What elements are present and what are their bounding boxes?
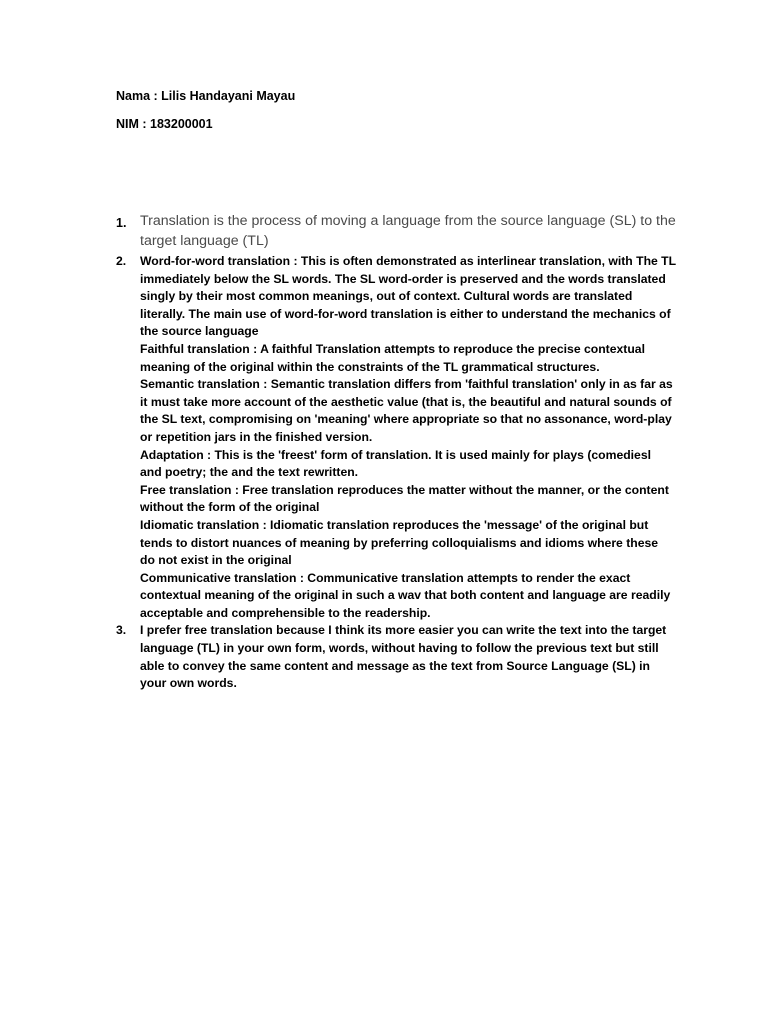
answer-2 <box>116 253 676 622</box>
method-description: Communicative translation attempts to render the exact contextual meaning of the original in such a wav that both content and language are readily acceptable and comprehensible to the readership. <box>140 570 671 620</box>
translation-method-paragraph <box>140 341 676 376</box>
student-name: Nama : Lilis Handayani Mayau <box>116 89 296 103</box>
answer-text: I prefer free translation because I think its more easier you can write the text into the target language (TL) in your own form, words, without having to follow the previous text but still able to convey the same content and message as the text from Source Language (SL) in your own words. <box>140 623 667 691</box>
translation-method-paragraph <box>140 517 676 570</box>
translation-method-paragraph <box>140 570 676 623</box>
method-description: A faithful Translation attempts to reproduce the precise contextual meaning of the original within the constraints of the TL grammatical structures. <box>140 341 645 374</box>
student-id: NIM : 183200001 <box>116 117 213 131</box>
translation-method-paragraph <box>140 482 676 517</box>
method-term: Idiomatic translation : <box>140 517 267 532</box>
method-description: Idiomatic translation reproduces the 'message' of the original but tends to distort nuances of meaning by preferring colloquialisms and idioms where these do not exist in the original <box>140 517 659 568</box>
answer-list <box>116 211 676 693</box>
answer-number: 2. <box>116 254 127 268</box>
method-term: Faithful translation : <box>140 341 258 356</box>
method-term: Adaptation : <box>140 447 212 462</box>
method-description: This is often demonstrated as interlinear translation, with The TL immediately below the SL words. The SL word-order is preserved and the words translated singly by their most common meanings, out of context. Cultural words are translated literally. The main use of word-for-word translation is either to understand the mechanics of the source language <box>140 254 676 339</box>
answer-1 <box>116 211 676 251</box>
method-term: Communicative translation : <box>140 570 304 585</box>
answer-3 <box>116 622 676 692</box>
answer-number: 1. <box>116 216 127 230</box>
answer-text: Translation is the process of moving a language from the source language (SL) to the target language (TL) <box>140 213 676 249</box>
translation-method-paragraph <box>140 253 676 341</box>
method-term: Free translation : <box>140 482 239 497</box>
method-description: Free translation reproduces the matter without the manner, or the content without the form of the original <box>140 482 669 515</box>
translation-method-paragraph <box>140 447 676 482</box>
method-term: Word-for-word translation : <box>140 254 298 268</box>
method-term: Semantic translation : <box>140 377 268 392</box>
translation-method-paragraph <box>140 376 676 446</box>
method-description: Semantic translation differs from 'faithful translation' only in as far as it must take more account of the aesthetic value (that is, the beautiful and natural sounds of the SL text, compromising on 'meaning' where appropriate so that no assonance, word-play or repetition jars in the finished version. <box>140 377 673 444</box>
method-description: This is the 'freest' form of translation. It is used mainly for plays (comediesl and poetry; the and the text rewritten. <box>140 447 652 480</box>
answer-number: 3. <box>116 623 127 638</box>
